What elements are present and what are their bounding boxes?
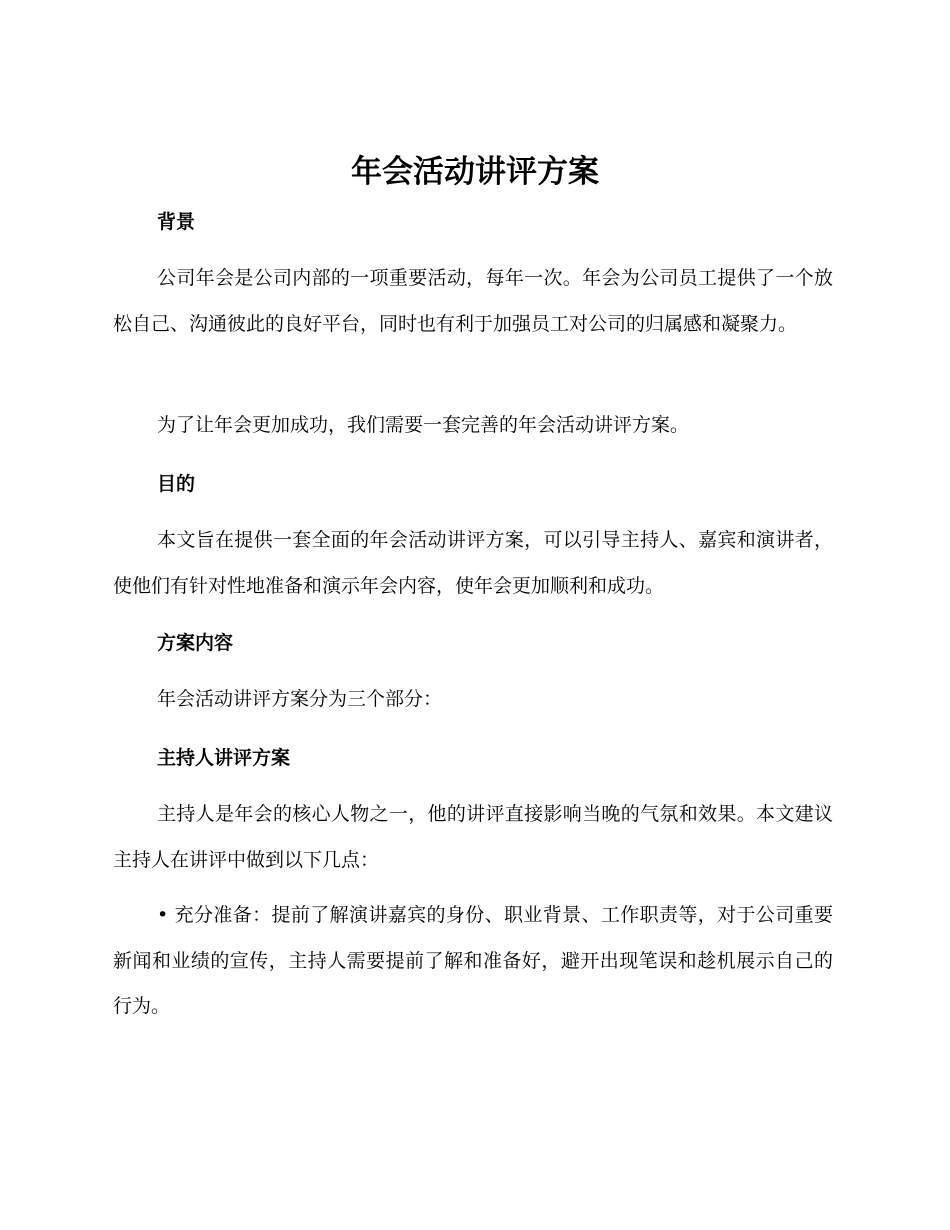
section-heading-background: 背景 bbox=[157, 211, 196, 233]
document-title: 年会活动讲评方案 bbox=[351, 154, 599, 190]
content-paragraph-1: 年会活动讲评方案分为三个部分： bbox=[157, 688, 443, 710]
section-heading-content: 方案内容 bbox=[157, 632, 234, 654]
background-paragraph-2: 为了让年会更加成功，我们需要一套完善的年会活动讲评方案。 bbox=[157, 414, 690, 436]
section-heading-host: 主持人讲评方案 bbox=[157, 747, 291, 769]
purpose-paragraph-1: 本文旨在提供一套全面的年会活动讲评方案，可以引导主持人、嘉宾和演讲者，使他们有针对性地准备和演示年会内容，使年会更加顺利和成功。 bbox=[113, 529, 833, 597]
host-paragraph-1: 主持人是年会的核心人物之一，他的讲评直接影响当晚的气氛和效果。本文建议主持人在讲评中做到以下几点： bbox=[113, 803, 833, 871]
section-heading-purpose: 目的 bbox=[157, 473, 196, 495]
host-bullet-1: • 充分准备：提前了解演讲嘉宾的身份、职业背景、工作职责等，对于公司重要新闻和业绩的宣传，主持人需要提前了解和准备好，避开出现笔误和趁机展示自己的行为。 bbox=[113, 904, 833, 1017]
background-paragraph-1: 公司年会是公司内部的一项重要活动，每年一次。年会为公司员工提供了一个放松自己、沟通彼此的良好平台，同时也有利于加强员工对公司的归属感和凝聚力。 bbox=[113, 267, 833, 335]
